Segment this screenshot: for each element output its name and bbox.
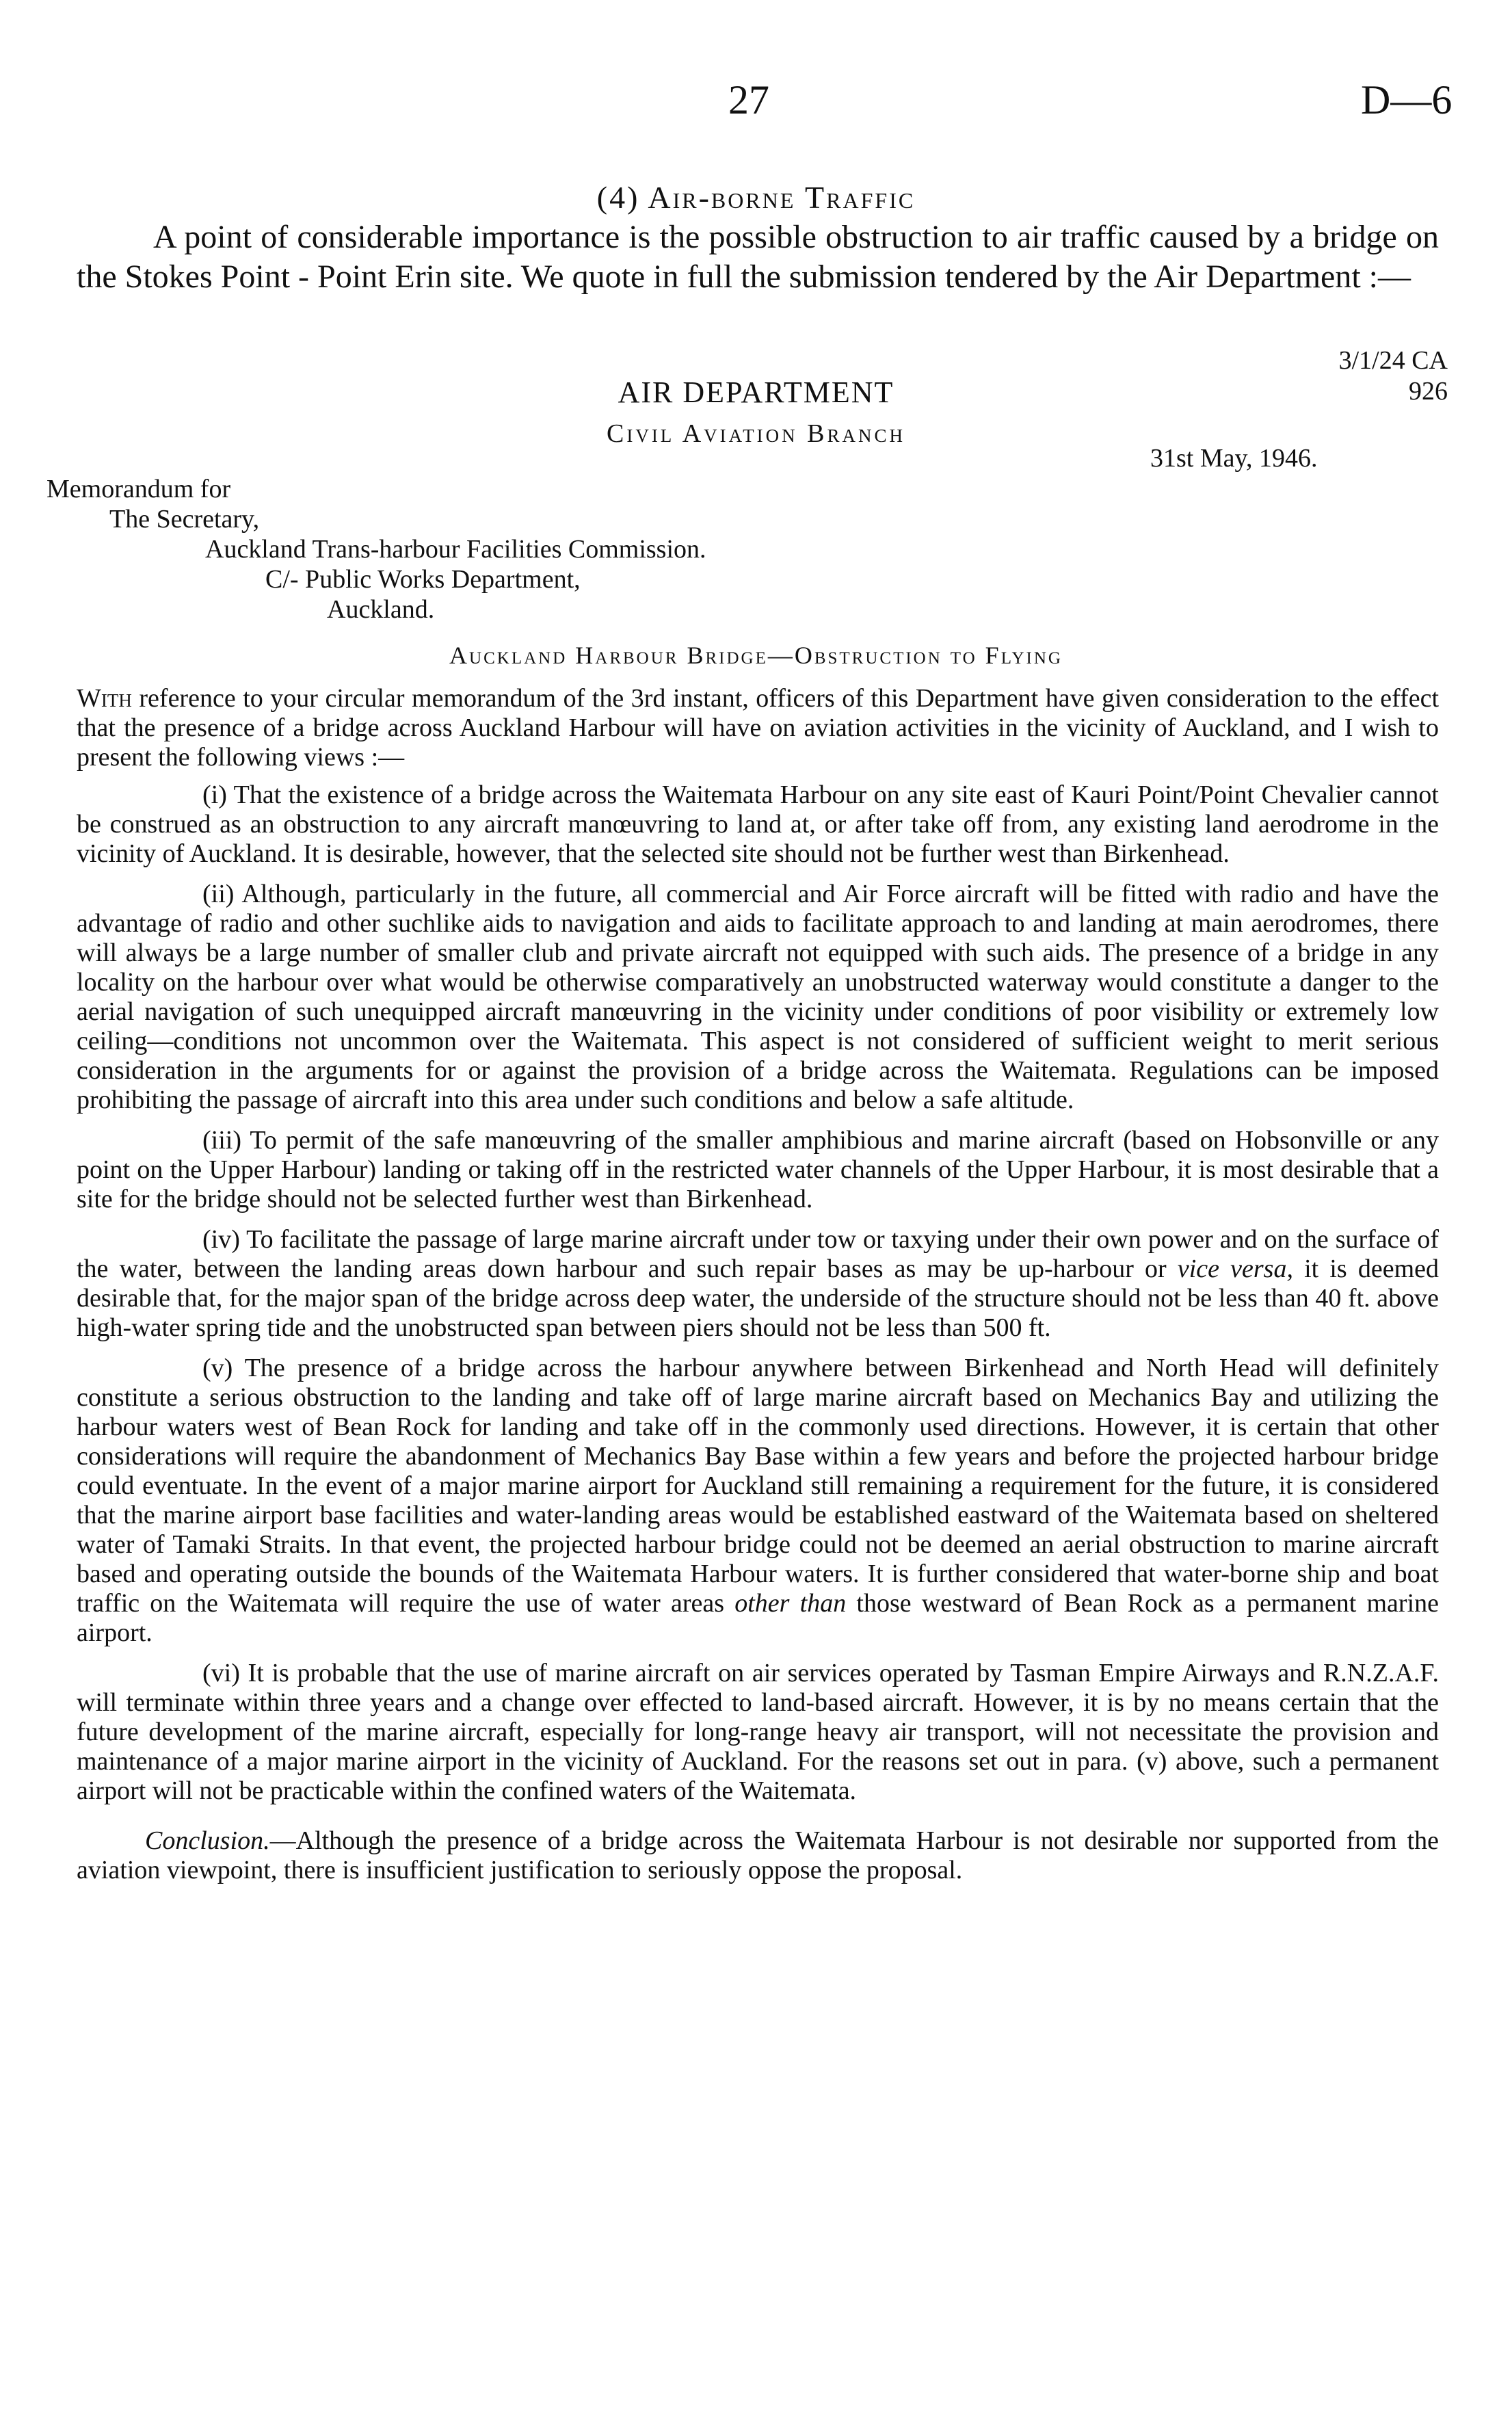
file-reference-number: 926 <box>1409 377 1448 406</box>
conclusion-paragraph <box>77 1826 1439 1885</box>
file-reference: 3/1/24 CA <box>1338 346 1448 375</box>
document-code: D—6 <box>1361 77 1453 122</box>
lead-text: reference to your circular memorandum of the 3rd instant, officers of this Department have given consideration to the effect that the presence of a bridge across Auckland Harbour will have on aviation activities in the vicinity of Auckland, and I wish to present the following views :— <box>77 684 1439 772</box>
department-heading: AIR DEPARTMENT <box>618 376 894 409</box>
lead-first-word: With <box>77 684 132 713</box>
addressee-line: Auckland. <box>327 595 435 624</box>
branch-heading: Civil Aviation Branch <box>606 419 905 448</box>
view-paragraph-vi: (vi) It is probable that the use of marine aircraft on air services operated by Tasman Empire Airways and R.N.Z.A.F. will terminate within three years and a change over effected to land-based aircraft. However, it is by no means certain that the future development of the marine aircraft, especially for long-range heavy air transport, will not necessitate the provision and maintenance of a major marine airport in the vicinity of Auckland. For the reasons set out in para. (v) above, such a permanent airport will not be practicable within the confined waters of the Waitemata. <box>77 1659 1439 1805</box>
lead-paragraph <box>77 684 1439 772</box>
memo-date: 31st May, 1946. <box>1150 444 1318 473</box>
memo-body <box>77 684 1439 1885</box>
intro-paragraph: A point of considerable importance is the possible obstruction to air traffic caused by a bridge on the Stokes Point - Point Erin site. We quote in full the submission tendered by the Air Department :— <box>77 219 1439 295</box>
view-paragraph-v: (v) The presence of a bridge across the harbour anywhere between Birkenhead and North Head will definitely constitute a serious obstruction to the landing and take off of large marine aircraft based on Mechanics Bay and utilizing the harbour waters west of Bean Rock for landing and take off in the commonly used directions. However, it is certain that other considerations will require the abandonment of Mechanics Bay Base within a few years and before the projected harbour bridge could eventuate. In the event of a major marine airport for Auckland still remaining a requirement for the future, it is considered that the marine airport base facilities and water-landing areas would be established eastward of the Waitemata based on sheltered water of Tamaki Straits. In that event, the projected harbour bridge could not be deemed an aerial obstruction to marine aircraft based and operating outside the bounds of the Waitemata Harbour waters. It is further considered that water-borne ship and boat traffic on the Waitemata will require the use of water areas other than those westward of Bean Rock as a permanent marine airport. <box>77 1354 1439 1647</box>
view-paragraph-i: (i) That the existence of a bridge across the Waitemata Harbour on any site east of Kauri Point/Point Chevalier cannot be construed as an obstruction to any aircraft manœuvring to land at, or after take off from, any existing land aerodrome in the vicinity of Auckland. It is desirable, however, that the selected site should not be further west than Birkenhead. <box>77 780 1439 868</box>
page-number: 27 <box>728 77 769 122</box>
section-title: (4) Air-borne Traffic <box>596 180 916 215</box>
conclusion-text: —Although the presence of a bridge across the Waitemata Harbour is not desirable nor supported from the aviation viewpoint, there is insufficient justification to seriously oppose the proposal. <box>77 1826 1439 1884</box>
addressee-line: Auckland Trans-harbour Facilities Commission. <box>205 535 706 564</box>
view-paragraph-ii: (ii) Although, particularly in the future, all commercial and Air Force aircraft will be fitted with radio and have the advantage of radio and other suchlike aids to navigation and aids to facilitate approach to and landing at main aerodromes, there will always be a large number of smaller club and private aircraft not equipped with such aids. The presence of a bridge in any locality on the harbour over what would be otherwise comparatively an unobstructed waterway would constitute a danger to the aerial navigation of such unequipped aircraft manœuvring in the vicinity under conditions of poor visibility or extremely low ceiling—conditions not uncommon over the Waitemata. This aspect is not considered of sufficient weight to merit serious consideration in the arguments for or against the provision of a bridge across the Waitemata. Regulations can be imposed prohibiting the passage of aircraft into this area under such conditions and below a safe altitude. <box>77 880 1439 1114</box>
view-paragraph-iii: (iii) To permit of the safe manœuvring of the smaller amphibious and marine aircraft (based on Hobsonville or any point on the Upper Harbour) landing or taking off in the restricted water channels of the Upper Harbour, it is most desirable that a site for the bridge should not be selected further west than Birkenhead. <box>77 1126 1439 1213</box>
memorandum-for: Memorandum for <box>47 475 231 503</box>
view-paragraph-iv: (iv) To facilitate the passage of large marine aircraft under tow or taxying under their own power and on the surface of the water, between the landing areas down harbour and such repair bases as may be up-harbour or vice versa, it is deemed desirable that, for the major span of the bridge across deep water, the underside of the structure should not be less than 40 ft. above high-water spring tide and the unobstructed span between piers should not be less than 500 ft. <box>77 1225 1440 1342</box>
conclusion-label: Conclusion. <box>145 1826 270 1855</box>
memo-subject: Auckland Harbour Bridge—Obstruction to Flying <box>449 642 1063 669</box>
addressee-line: C/- Public Works Department, <box>265 565 581 594</box>
addressee-line: The Secretary, <box>109 505 260 534</box>
